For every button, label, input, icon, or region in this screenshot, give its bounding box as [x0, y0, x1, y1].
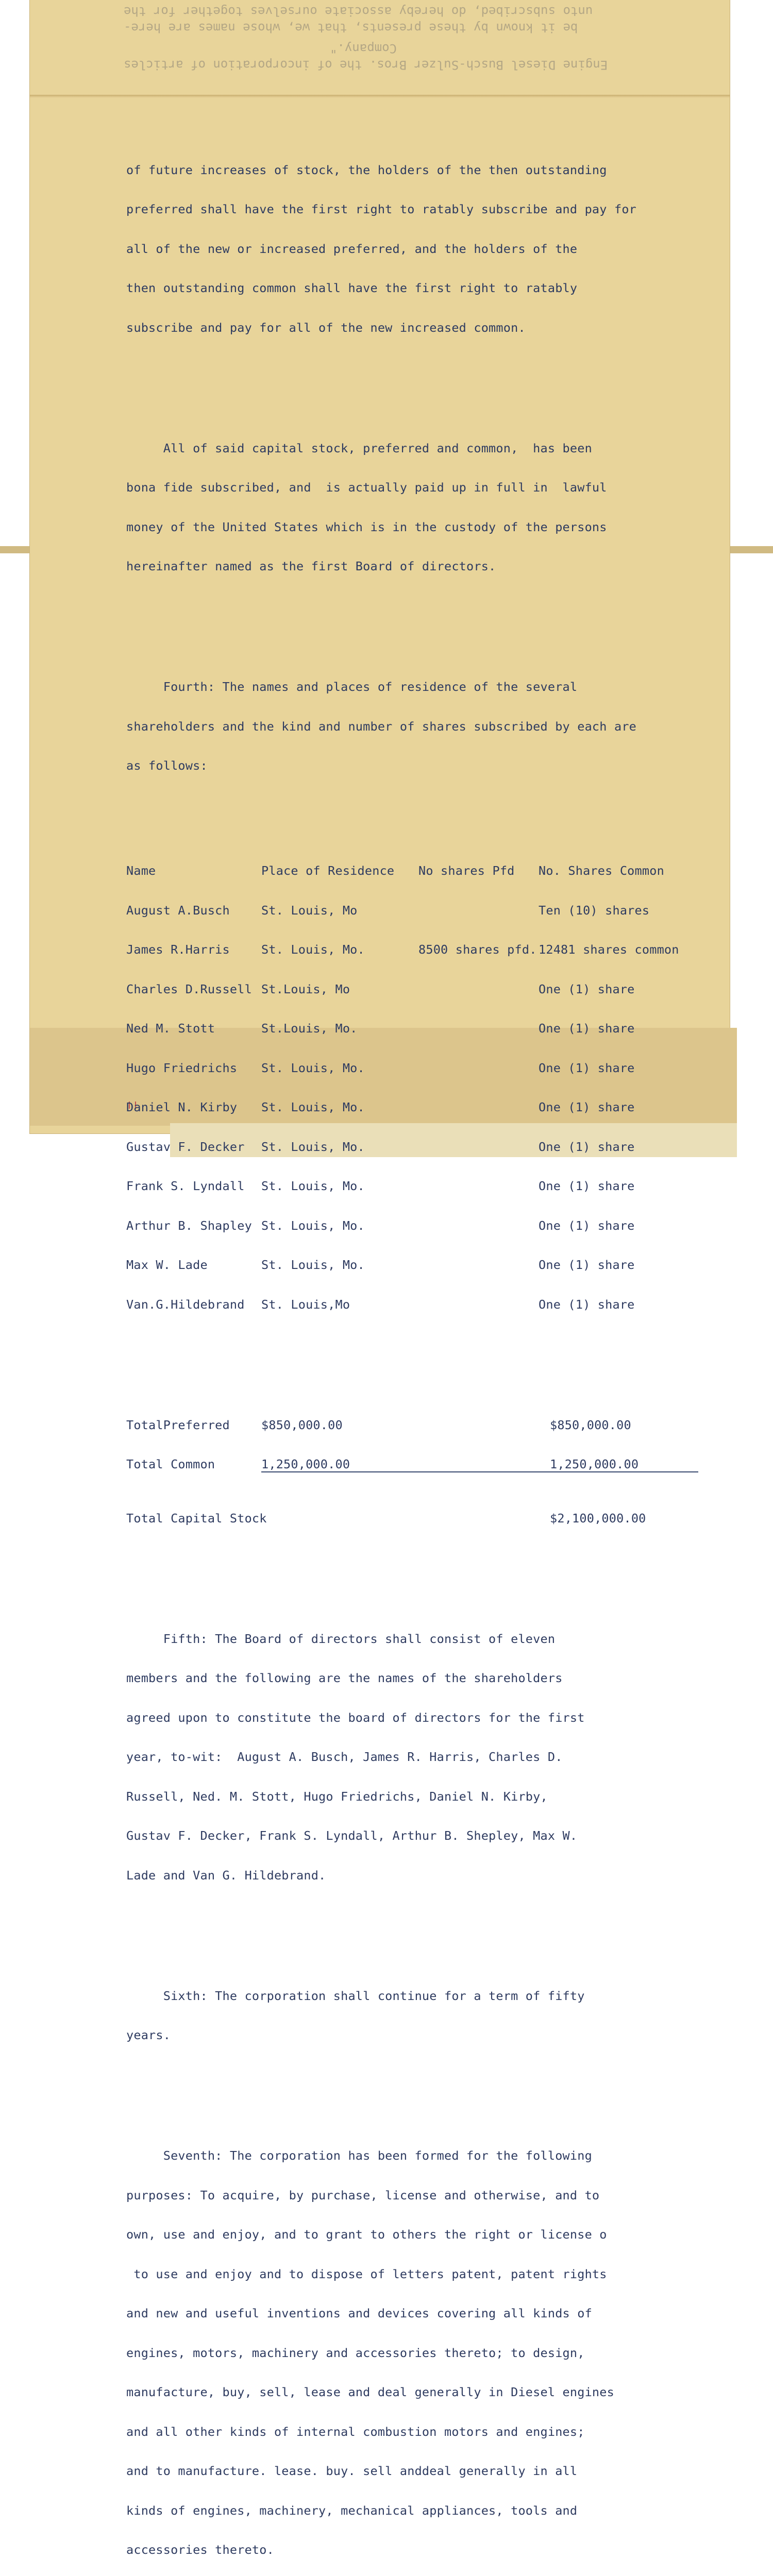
shareholder-name: Daniel N. Kirby — [126, 1100, 238, 1114]
preferred-shares — [418, 1022, 539, 1036]
total-common-right: 1,250,000.00 — [550, 1458, 698, 1472]
sixth-paragraph — [126, 1963, 698, 2069]
shareholder-name: Gustav F. Decker — [126, 1139, 245, 1154]
fourth-paragraph — [126, 654, 698, 799]
bleed-through-line: Company." — [330, 41, 397, 56]
residence: St.Louis, Mo — [261, 981, 350, 996]
bleed-through-line: be it known by these presents, that we, whose names are here- — [124, 21, 578, 35]
text-line: Sixth: The corporation shall continue for a term of fifty — [126, 1988, 585, 2003]
text-line: and new and useful inventions and devices covering all kinds of — [126, 2306, 592, 2320]
common-shares: One (1) share — [539, 1218, 635, 1233]
common-shares: One (1) share — [539, 1258, 635, 1272]
text-line: agreed upon to constitute the board of directors for the first — [126, 1710, 585, 1725]
residence: St. Louis, Mo. — [261, 1100, 365, 1114]
table-row — [126, 1141, 698, 1154]
table-row — [126, 1219, 698, 1233]
column-header: Name — [126, 863, 156, 878]
residence: St. Louis,Mo — [261, 1297, 350, 1312]
shareholder-name: Hugo Friedrichs — [126, 1060, 238, 1075]
table-row — [126, 1101, 698, 1114]
preferred-shares — [418, 904, 539, 918]
text-line: money of the United States which is in the custody of the persons — [126, 519, 607, 534]
text-line: own, use and enjoy, and to grant to others the right or license o — [126, 2227, 607, 2242]
text-line: all of the new or increased preferred, and the holders of the — [126, 241, 578, 256]
common-shares: One (1) share — [539, 1139, 635, 1154]
total-common-value: 1,250,000.00 — [261, 1458, 550, 1472]
shareholder-name: Van.G.Hildebrand — [126, 1297, 245, 1312]
text-line: subscribe and pay for all of the new increased common. — [126, 320, 526, 335]
text-line: Fifth: The Board of directors shall consist of eleven — [126, 1631, 556, 1646]
total-common-label: Total Common — [126, 1457, 215, 1471]
table-row — [126, 1259, 698, 1272]
text-line: as follows: — [126, 758, 208, 773]
total-capital-row — [126, 1512, 698, 1526]
preferred-shares — [418, 1180, 539, 1193]
column-header: Place of Residence — [261, 863, 395, 878]
table-row — [126, 943, 698, 957]
text-line: Russell, Ned. M. Stott, Hugo Friedrichs, Daniel N. Kirby, — [126, 1789, 548, 1804]
text-line: purposes: To acquire, by purchase, license and otherwise, and to — [126, 2188, 600, 2202]
column-header: No. Shares Common — [539, 863, 664, 878]
text-line: engines, motors, machinery and accessories thereto; to design, — [126, 2345, 585, 2360]
total-preferred-label: TotalPreferred — [126, 1417, 230, 1432]
shareholder-name: Arthur B. Shapley — [126, 1218, 252, 1233]
table-row — [126, 1180, 698, 1193]
shareholder-name: Frank S. Lyndall — [126, 1179, 245, 1193]
table-row — [126, 983, 698, 996]
residence: St. Louis, Mo. — [261, 1179, 365, 1193]
common-shares: One (1) share — [539, 1060, 635, 1075]
text-line: shareholders and the kind and number of shares subscribed by each are — [126, 719, 637, 734]
common-shares: Ten (10) shares — [539, 903, 650, 918]
text-line: year, to-wit: August A. Busch, James R. Harris, Charles D. — [126, 1750, 563, 1764]
shareholder-name: Ned M. Stott — [126, 1021, 215, 1036]
total-capital-value: $2,100,000.00 — [550, 1511, 646, 1526]
residence: St. Louis, Mo. — [261, 942, 365, 957]
preferred-shares — [418, 1298, 539, 1312]
text-line: Fourth: The names and places of residence of the several — [126, 680, 578, 694]
text-line: and all other kinds of internal combustion motors and engines; — [126, 2424, 585, 2439]
total-preferred-value: $850,000.00 — [261, 1417, 343, 1432]
shares-table — [126, 838, 698, 1337]
text-line: to use and enjoy and to dispose of letters patent, patent rights — [126, 2266, 607, 2281]
common-shares: One (1) share — [539, 1100, 635, 1114]
shareholder-name: Charles D.Russell — [126, 981, 252, 996]
fifth-paragraph — [126, 1606, 698, 1909]
preferred-shares — [418, 1141, 539, 1154]
shareholder-name: August A.Busch — [126, 903, 230, 918]
column-header: No shares Pfd — [418, 863, 515, 878]
text-line: years. — [126, 2028, 171, 2042]
seventh-paragraph — [126, 2123, 698, 2576]
text-line: Seventh: The corporation has been formed for the following — [126, 2148, 592, 2163]
preferred-shares — [418, 983, 539, 996]
residence: St. Louis, Mo. — [261, 1139, 365, 1154]
text-line: accessories thereto. — [126, 2543, 274, 2557]
table-row — [126, 1022, 698, 1036]
total-preferred-row — [126, 1419, 698, 1432]
preferred-shares — [418, 1259, 539, 1272]
preferred-shares — [418, 1062, 539, 1075]
residence: St. Louis, Mo. — [261, 1060, 365, 1075]
table-row — [126, 904, 698, 918]
text-line: Lade and Van G. Hildebrand. — [126, 1868, 326, 1883]
preferred-shares — [418, 1101, 539, 1114]
shareholder-name: Max W. Lade — [126, 1258, 208, 1272]
residence: St. Louis, Mo. — [261, 1218, 365, 1233]
text-line: Gustav F. Decker, Frank S. Lyndall, Arthur B. Shepley, Max W. — [126, 1828, 578, 1843]
preferred-shares — [418, 1219, 539, 1233]
text-line: manufacture, buy, sell, lease and deal generally in Diesel engines — [126, 2385, 614, 2399]
common-shares: One (1) share — [539, 1297, 635, 1312]
common-shares: One (1) share — [539, 1021, 635, 1036]
capital-paragraph — [126, 416, 698, 600]
common-shares: 12481 shares common — [539, 942, 679, 957]
table-header — [126, 865, 698, 878]
document-text — [126, 98, 698, 2576]
total-common-row — [126, 1458, 698, 1472]
shareholder-name: James R.Harris — [126, 942, 230, 957]
residence: St. Louis, Mo. — [261, 1258, 365, 1272]
text-line: and to manufacture. lease. buy. sell anddeal generally in all — [126, 2464, 578, 2478]
common-shares: One (1) share — [539, 981, 635, 996]
preferred-shares: 8500 shares pfd. — [418, 942, 537, 957]
total-capital-label: Total Capital Stock — [126, 1511, 267, 1526]
table-row — [126, 1298, 698, 1312]
table-row — [126, 1062, 698, 1075]
intro-paragraph — [126, 138, 698, 361]
text-line: All of said capital stock, preferred and common, has been — [126, 440, 592, 455]
text-line: of future increases of stock, the holders of the then outstanding — [126, 162, 607, 177]
text-line: members and the following are the names of the shareholders — [126, 1671, 563, 1685]
text-line: preferred shall have the first right to ratably subscribe and pay for — [126, 202, 637, 216]
residence: St.Louis, Mo. — [261, 1021, 358, 1036]
bleed-through-line: Engine Diesel Busch-Sulzer Bros. the of incorporation of articles — [124, 58, 608, 72]
common-shares: One (1) share — [539, 1179, 635, 1193]
bleed-through-line: unto subscribed, do hereby associate ourselves together for the — [124, 4, 593, 19]
totals-block — [126, 1393, 698, 1552]
text-line: kinds of engines, machinery, mechanical appliances, tools and — [126, 2503, 578, 2518]
residence: St. Louis, Mo — [261, 903, 358, 918]
text-line: hereinafter named as the first Board of directors. — [126, 559, 496, 573]
text-line: then outstanding common shall have the first right to ratably — [126, 281, 578, 295]
total-preferred-right: $850,000.00 — [550, 1417, 631, 1432]
text-line: bona fide subscribed, and is actually paid up in full in lawful — [126, 480, 607, 495]
